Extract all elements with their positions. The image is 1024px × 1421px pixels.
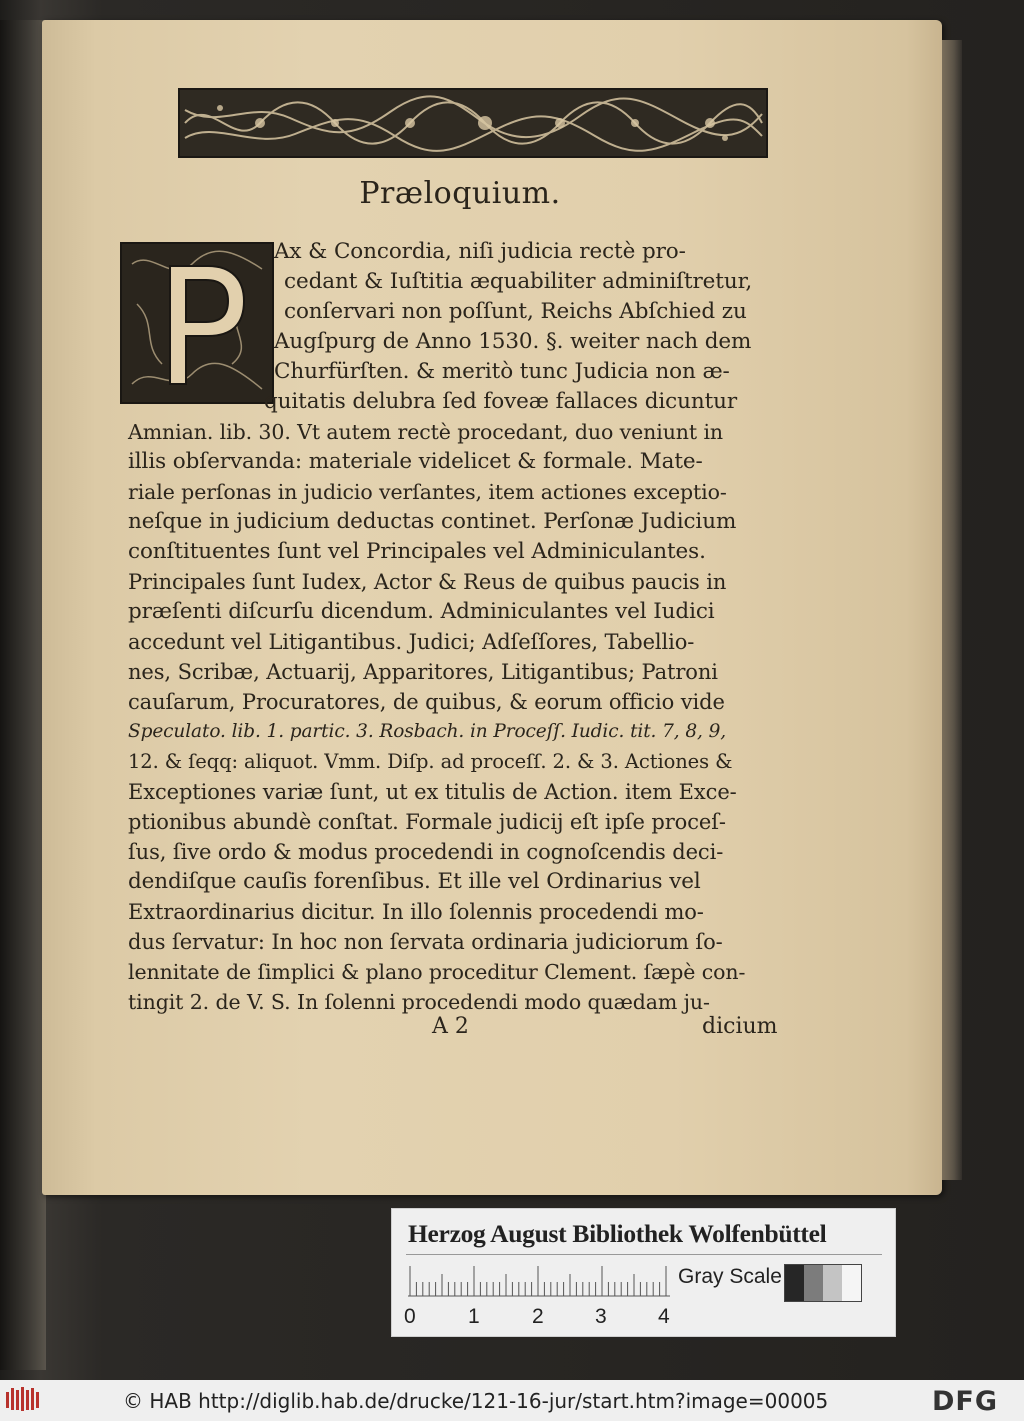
dfg-logo: DFG [932,1386,999,1417]
text-line: Extraordinarius dicitur. In illo ſolennis procedendi mo- [128,900,704,924]
text-line: accedunt vel Litigantibus. Judici; Adſeſſores, Tabellio- [128,630,695,654]
library-name: Herzog August Bibliothek Wolfenbüttel [408,1219,827,1248]
grayscale-swatch [784,1264,862,1302]
text-line: Amnian. lib. 30. Vt autem rectè procedant, duo veniunt in [128,420,724,444]
text-line: conſervari non poſſunt, Reichs Abſchied zu [284,299,747,324]
text-line: neſque in judicium deductas continet. Perſonæ Judicium [128,509,737,534]
text-line: quitatis delubra ſed foveæ fallaces dicuntur [264,389,738,414]
text-line: tingit 2. de V. S. In ſolenni procedendi modo quædam ju- [128,990,710,1014]
text-line: Churfürſten. & meritò tunc Judicia non æ- [274,359,730,384]
swatch-white [842,1265,861,1301]
scale-number: 2 [532,1305,544,1328]
text-line: ptionibus abundè conſtat. Formale judicij eſt ipſe proceſ- [128,810,726,834]
text-line: 12. & ſeqq: aliquot. Vmm. Diſp. ad proceſſ. 2. & 3. Actiones & [128,750,733,773]
scale-number: 3 [595,1305,607,1328]
scale-number: 0 [404,1305,416,1328]
scale-ruler [408,1263,670,1297]
headpiece-ornament [178,88,768,158]
copyright-link[interactable]: © HAB http://diglib.hab.de/drucke/121-16-jur/start.htm?image=00005 [123,1389,829,1413]
text-line: riale perſonas in judicio verſantes, item actiones exceptio- [128,480,727,504]
hab-logo-icon [6,1386,42,1414]
text-line: lennitate de ſimplici & plano proceditur Clement. ſæpè con- [128,960,746,984]
section-title: Præloquium. [359,176,561,211]
text-line: præſenti diſcurſu dicendum. Adminiculantes vel Iudici [128,599,715,624]
scale-number: 4 [658,1305,670,1328]
signature-mark: A 2 [432,1014,469,1039]
swatch-dark-gray [804,1265,823,1301]
text-line: ſus, ſive ordo & modus procedendi in cognoſcendis deci- [128,840,724,864]
text-line: nes, Scribæ, Actuarij, Apparitores, Litigantibus; Patroni [128,660,718,684]
scale-number: 1 [468,1305,480,1328]
text-line: Speculato. lib. 1. partic. 3. Rosbach. in Proceſſ. Iudic. tit. 7, 8, 9, [128,721,727,742]
text-line: Principales ſunt Iudex, Actor & Reus de quibus paucis in [128,570,727,594]
grayscale-label: Gray Scale [678,1265,782,1288]
binding-edge [0,20,46,1370]
card-divider [406,1254,882,1255]
text-line: dus ſervatur: In hoc non ſervata ordinaria judiciorum ſo- [128,930,723,954]
page-edge-shadow [942,40,962,1180]
swatch-black [785,1265,804,1301]
text-line: Ax & Concordia, niſi judicia rectè pro- [274,239,686,264]
text-line: cauſarum, Procuratores, de quibus, & eorum officio vide [128,690,725,714]
text-line: dendiſque cauſis forenſibus. Et ille vel Ordinarius vel [128,869,701,894]
catchword: dicium [702,1014,778,1039]
text-line: illis obſervanda: materiale videlicet & formale. Mate- [128,449,703,474]
text-line: cedant & Iuſtitia æquabiliter adminiſtretur, [284,269,753,294]
decorated-initial-p [120,242,274,404]
swatch-light-gray [823,1265,842,1301]
text-line: conſtituentes ſunt vel Principales vel Adminiculantes. [128,539,706,564]
library-scale-card [391,1208,896,1337]
text-line: Augſpurg de Anno 1530. §. weiter nach dem [274,329,752,354]
viewer-footer [0,1380,1024,1421]
text-line: Exceptiones variæ ſunt, ut ex titulis de Action. item Exce- [128,780,737,804]
